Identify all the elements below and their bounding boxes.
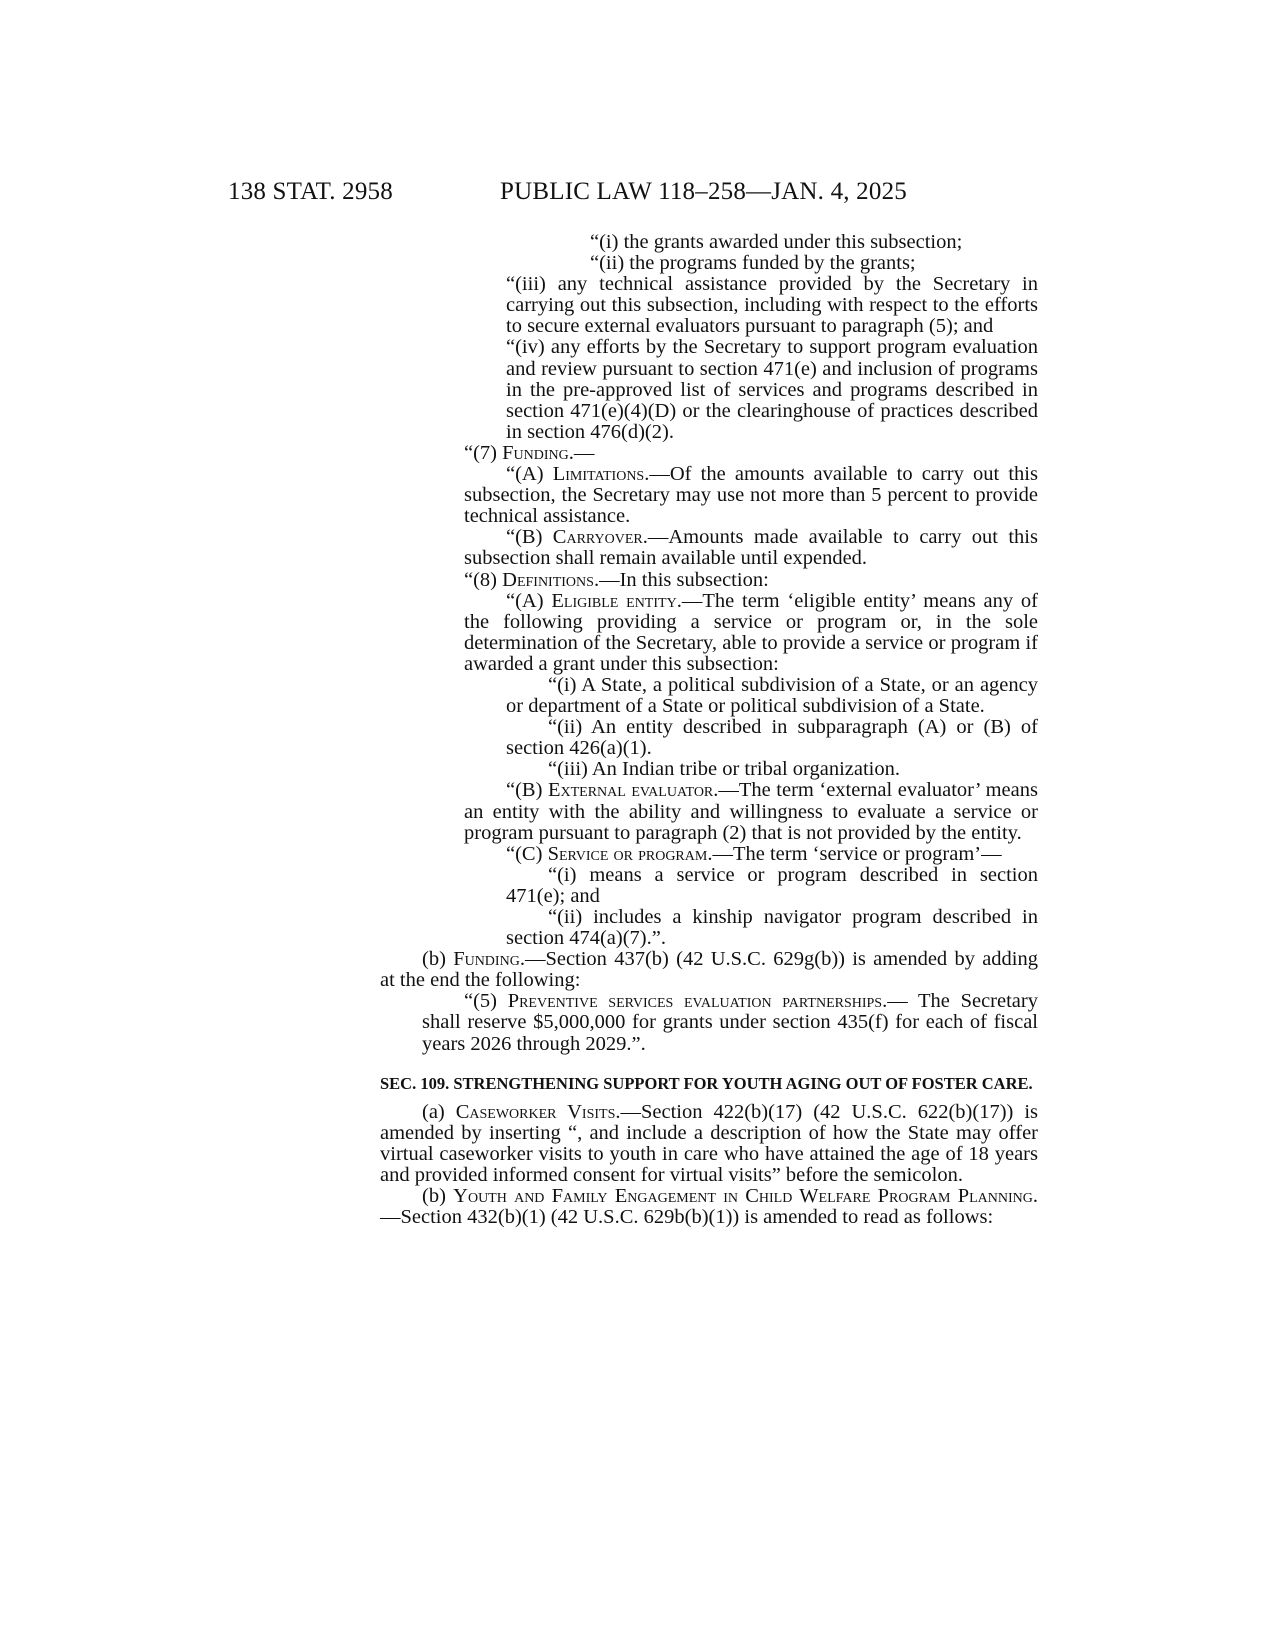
clause-i-means-service: “(i) means a service or program described in section 471(e); and	[506, 863, 1038, 907]
clause-iii-technical-assistance: “(iii) any technical assistance provided by the Secretary in carrying out this subsection, including with respect to the efforts to secure external evaluators pursuant to paragraph (5); and	[506, 273, 1038, 338]
subsection-b-funding	[380, 949, 1038, 991]
para-number: “(7)	[464, 441, 503, 464]
para-text: .—In this subsection:	[593, 568, 769, 591]
para-text: .—Of the amounts available to carry out this subsection, the Secretary may use not more than 5 percent to provide technical assistance.	[464, 463, 1038, 528]
subsection-a-caseworker-visits	[380, 1102, 1038, 1186]
para-heading: Limitations	[552, 463, 645, 486]
public-law-title: PUBLIC LAW 118–258—JAN. 4, 2025	[500, 178, 907, 205]
para-heading: Funding	[502, 441, 569, 464]
para-text: .—The term ‘service or program’—	[707, 842, 1002, 865]
clause-ii-programs: “(ii) the programs funded by the grants;	[590, 252, 916, 275]
para-heading: External evaluator	[547, 779, 714, 802]
para-heading: Eligible entity	[551, 589, 677, 612]
subsection-b-youth-family-engagement	[380, 1186, 1038, 1228]
document-body	[380, 232, 1038, 1228]
section-109-heading: SEC. 109. STRENGTHENING SUPPORT FOR YOUTH AGING OUT OF FOSTER CARE.	[380, 1073, 1033, 1093]
para-text: .— The Secretary shall reserve $5,000,000 for grants under section 435(f) for each of fiscal years 2026 through 2029.”.	[422, 990, 1038, 1055]
para-number: (b)	[422, 1185, 454, 1208]
para-number: “(A)	[506, 589, 552, 612]
para-heading: Carryover	[552, 526, 643, 549]
para-heading: Service or program	[547, 842, 708, 865]
subparagraph-b-external-evaluator	[380, 780, 1038, 843]
clause-iv-program-evaluation: “(iv) any efforts by the Secretary to support program evaluation and review pursuant to section 471(e) and inclusion of programs in the pre-approved list of services and programs described in section 471(e)(4)(D) or the clearinghouse of practices described in section 476(d)(2).	[506, 336, 1038, 443]
para-heading: Definitions	[502, 568, 594, 591]
statute-page-reference: 138 STAT. 2958	[228, 178, 393, 205]
section-spacer	[380, 1055, 1038, 1073]
para-number: “(B)	[506, 526, 553, 549]
para-text: .—Section 432(b)(1) (42 U.S.C. 629b(b)(1)) is amended to read as follows:	[380, 1185, 1039, 1229]
clause-i-state: “(i) A State, a political subdivision of a State, or an agency or department of a State or political subdivision of a State.	[506, 673, 1038, 718]
clause-ii-kinship-navigator: “(ii) includes a kinship navigator program described in section 474(a)(7).”.	[506, 906, 1038, 950]
clause-iii-indian-tribe: “(iii) An Indian tribe or tribal organization.	[548, 758, 901, 781]
clause-ii-entity: “(ii) An entity described in subparagraph (A) or (B) of section 426(a)(1).	[506, 716, 1038, 760]
subparagraph-b-carryover	[380, 527, 1038, 569]
subparagraph-c-service-or-program	[380, 844, 1038, 865]
para-text: .—Amounts made available to carry out this subsection shall remain available until expended.	[464, 526, 1038, 570]
subparagraph-a-limitations	[380, 464, 1038, 527]
page-header	[228, 178, 1268, 218]
para-text: .—The term ‘external evaluator’ means an entity with the ability and willingness to evaluate a service or program pursuant to paragraph (2) that is not provided by the entity.	[464, 779, 1038, 844]
para-number: “(B)	[506, 779, 548, 802]
clause-i-grants: “(i) the grants awarded under this subsection;	[590, 231, 963, 253]
paragraph-5-preventive-services	[380, 991, 1038, 1054]
para-number: “(C)	[506, 842, 548, 865]
para-heading: Caseworker Visits	[455, 1100, 616, 1123]
para-heading: Funding	[453, 948, 520, 971]
paragraph-7-funding	[380, 443, 1038, 464]
para-number: “(8)	[464, 568, 503, 591]
para-number: (b)	[422, 948, 454, 971]
para-heading: Preventive services evaluation partnerships	[507, 990, 883, 1013]
para-number: “(A)	[506, 463, 553, 486]
para-text: .—Section 422(b)(17) (42 U.S.C. 622(b)(17)) is amended by inserting “, and include a description of how the State may offer virtual caseworker visits to youth in care who have attained the age of 18 years and provided informed consent for virtual visits” before the semicolon.	[380, 1100, 1038, 1186]
paragraph-8-definitions	[380, 570, 1038, 591]
para-number: “(5)	[464, 990, 508, 1013]
para-heading: Youth and Family Engagement in Child Welfare Program Planning	[453, 1185, 1033, 1208]
para-number: (a)	[422, 1100, 456, 1123]
para-text: .—The term ‘eligible entity’ means any of the following providing a service or program or, in the sole determination of the Secretary, able to provide a service or program if awarded a grant under this subsection:	[464, 589, 1038, 675]
para-text: .—Section 437(b) (42 U.S.C. 629g(b)) is amended by adding at the end the following:	[380, 948, 1039, 992]
para-text: .—	[568, 441, 595, 464]
subparagraph-a-eligible-entity	[380, 591, 1038, 675]
